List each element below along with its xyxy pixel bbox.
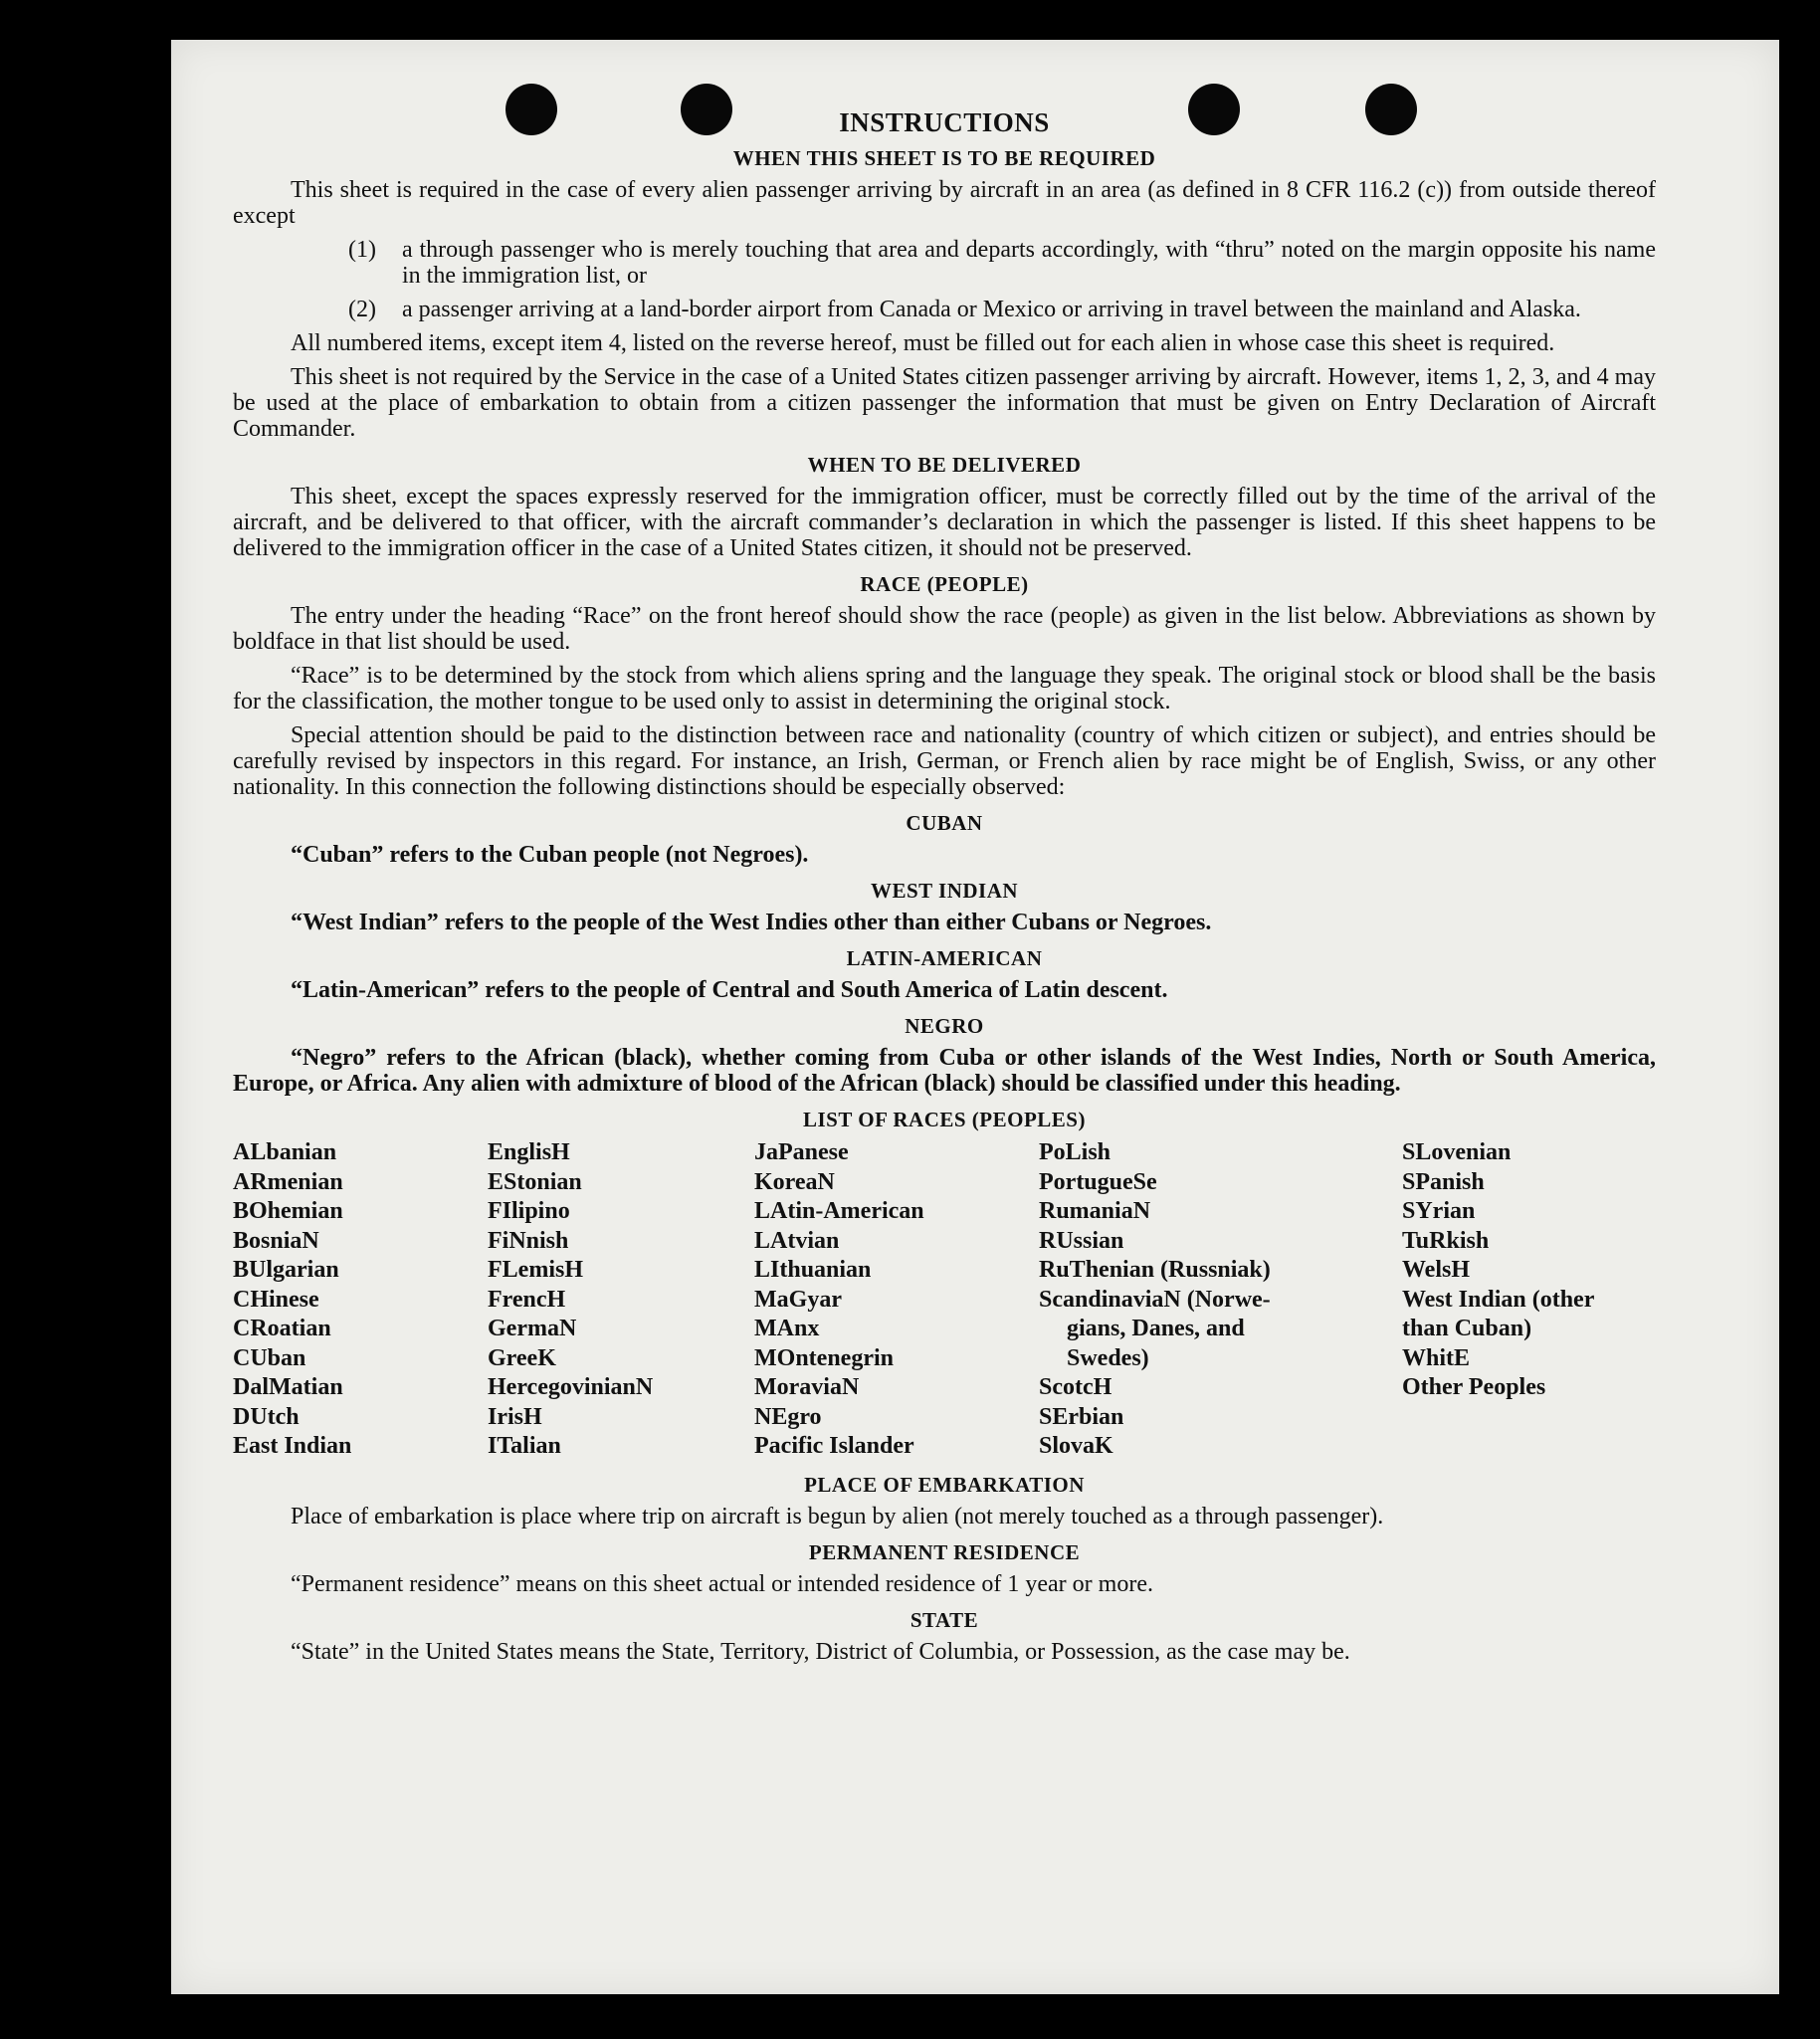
race-entry: MaGyar	[754, 1286, 842, 1313]
race-entry: MAnx	[754, 1316, 820, 1341]
negro-definition: “Negro” refers to the African (black), whether coming from Cuba or other islands of the West Indies, North or South America, Europe, or Africa. Any alien with admixture of blood of the African (black) should be classified under this heading.	[233, 1045, 1656, 1097]
section-heading-required: WHEN THIS SHEET IS TO BE REQUIRED	[732, 146, 1156, 170]
race-entry: CHinese	[233, 1286, 319, 1313]
race-entry: EnglisH	[488, 1139, 570, 1165]
exception-number: (1)	[348, 237, 376, 263]
race-entry: ScotcH	[1039, 1374, 1112, 1400]
section-heading-negro: NEGRO	[905, 1014, 984, 1038]
section-heading-delivered: WHEN TO BE DELIVERED	[807, 453, 1082, 477]
west-indian-definition: “West Indian” refers to the people of the West Indies other than either Cubans or Negroes.	[291, 910, 1212, 935]
section-heading-state: STATE	[910, 1607, 979, 1632]
race-entry: TuRkish	[1402, 1227, 1490, 1254]
exception-item	[348, 237, 1656, 289]
race-entry: RuThenian (Russniak)	[1039, 1257, 1271, 1283]
required-para-3: This sheet is not required by the Service in the case of a United States citizen passenger arriving by aircraft. However, items 1, 2, 3, and 4 may be used at the place of embarkation to obtain from a citizen passenger the information that must be given on Entry Declaration of Aircraft Commander.	[233, 364, 1656, 442]
race-entry: MoraviaN	[754, 1374, 860, 1400]
race-list	[233, 1138, 1656, 1462]
race-entry: GreeK	[488, 1344, 556, 1371]
race-entry: ARmenian	[233, 1168, 343, 1195]
race-entry: LAtvian	[754, 1227, 840, 1254]
race-entry: RumaniaN	[1039, 1198, 1151, 1224]
race-entry: SLovenian	[1402, 1139, 1512, 1165]
section-heading-race: RACE (PEOPLE)	[860, 572, 1029, 596]
race-entry: SYrian	[1402, 1198, 1476, 1224]
race-entry: HercegovinianN	[488, 1374, 654, 1400]
latin-american-definition: “Latin-American” refers to the people of Central and South America of Latin descent.	[291, 977, 1168, 1003]
embarkation-text: Place of embarkation is place where trip on aircraft is begun by alien (not merely touched as a through passenger).	[291, 1503, 1384, 1529]
section-heading-embarkation: PLACE OF EMBARKATION	[804, 1472, 1085, 1497]
race-entry: gians, Danes, and	[1067, 1316, 1245, 1341]
race-column	[1039, 1138, 1402, 1462]
race-entry: FIlipino	[488, 1198, 570, 1224]
race-entry: PoLish	[1039, 1139, 1112, 1165]
state-text: “State” in the United States means the State, Territory, District of Columbia, or Possession, as the case may be.	[291, 1638, 1350, 1665]
race-entry: PortugueSe	[1039, 1168, 1157, 1195]
race-entry: DUtch	[233, 1403, 300, 1430]
required-para-2: All numbered items, except item 4, listed on the reverse hereof, must be filled out for each alien in whose case this sheet is required.	[291, 330, 1555, 356]
race-entry: MOntenegrin	[754, 1344, 894, 1371]
race-entry: FLemisH	[488, 1257, 583, 1283]
race-entry: EStonian	[488, 1168, 582, 1195]
page-title: INSTRUCTIONS	[839, 107, 1050, 137]
race-entry: ScandinaviaN (Norwe-	[1039, 1286, 1271, 1313]
delivered-text: This sheet, except the spaces expressly reserved for the immigration officer, must be correctly filled out by the time of the arrival of the aircraft, and be delivered to that officer, with the aircraft commander’s declaration in which the passenger is listed. If this sheet happens to be delivered to the immigration officer in the case of a United States citizen, it should not be preserved.	[233, 484, 1656, 561]
race-column	[233, 1138, 488, 1462]
race-entry: WelsH	[1402, 1257, 1471, 1283]
race-entry: IrisH	[488, 1403, 542, 1430]
race-entry: Swedes)	[1067, 1344, 1149, 1371]
required-intro: This sheet is required in the case of every alien passenger arriving by aircraft in an area (as defined in 8 CFR 116.2 (c)) from outside thereof except	[233, 177, 1656, 229]
exception-text: a through passenger who is merely touching that area and departs accordingly, with “thru” noted on the margin opposite his name in the immigration list, or	[402, 237, 1656, 289]
race-entry: West Indian (other	[1402, 1286, 1595, 1313]
race-column	[488, 1138, 754, 1462]
race-entry: KoreaN	[754, 1168, 835, 1195]
race-entry: WhitE	[1402, 1344, 1471, 1371]
race-entry: SErbian	[1039, 1403, 1124, 1430]
race-entry: DalMatian	[233, 1374, 343, 1400]
race-entry: East Indian	[233, 1433, 352, 1459]
race-entry: than Cuban)	[1402, 1316, 1532, 1341]
race-entry: CUban	[233, 1344, 306, 1371]
instructions-text	[233, 109, 1656, 1673]
race-para-3: Special attention should be paid to the distinction between race and nationality (country of which citizen or subject), and entries should be carefully revised by inspectors in this regard. For instance, an Irish, German, or French alien by race might be of English, Swiss, or any other nationality. In this connection the following distinctions should be especially observed:	[233, 722, 1656, 800]
race-entry: LAtin-American	[754, 1198, 924, 1224]
residence-text: “Permanent residence” means on this sheet actual or intended residence of 1 year or more.	[291, 1570, 1153, 1597]
race-entry: CRoatian	[233, 1316, 331, 1341]
race-entry: BOhemian	[233, 1198, 343, 1224]
section-heading-latin-american: LATIN-AMERICAN	[846, 946, 1043, 970]
race-entry: ALbanian	[233, 1139, 337, 1165]
race-entry: BUlgarian	[233, 1257, 339, 1283]
race-column	[754, 1138, 1039, 1462]
race-entry: FiNnish	[488, 1227, 569, 1254]
race-entry: JaPanese	[754, 1139, 849, 1165]
section-heading-race-list: LIST OF RACES (PEOPLES)	[803, 1108, 1086, 1131]
document-sheet	[171, 40, 1779, 1994]
section-heading-residence: PERMANENT RESIDENCE	[808, 1539, 1081, 1564]
race-entry: SPanish	[1402, 1168, 1485, 1195]
race-entry: Pacific Islander	[754, 1433, 914, 1459]
race-column	[1402, 1138, 1656, 1462]
race-para-1: The entry under the heading “Race” on the front hereof should show the race (people) as given in the list below. Abbreviations as shown by boldface in that list should be used.	[233, 603, 1656, 655]
cuban-definition: “Cuban” refers to the Cuban people (not Negroes).	[291, 842, 809, 868]
exception-text: a passenger arriving at a land-border airport from Canada or Mexico or arriving in travel between the mainland and Alaska.	[402, 297, 1581, 322]
race-entry: BosniaN	[233, 1227, 319, 1254]
exception-item	[348, 297, 1656, 322]
race-entry: RUssian	[1039, 1227, 1124, 1254]
race-entry: Other Peoples	[1402, 1374, 1546, 1400]
section-heading-cuban: CUBAN	[906, 811, 983, 835]
race-entry: LIthuanian	[754, 1257, 872, 1283]
exception-number: (2)	[348, 297, 376, 322]
race-entry: ITalian	[488, 1433, 561, 1459]
race-entry: SlovaK	[1039, 1433, 1113, 1459]
race-para-2: “Race” is to be determined by the stock from which aliens spring and the language they speak. The original stock or blood shall be the basis for the classification, the mother tongue to be used only to assist in determining the original stock.	[233, 663, 1656, 714]
race-entry: GermaN	[488, 1316, 577, 1341]
race-entry: FrencH	[488, 1286, 566, 1313]
race-entry: NEgro	[754, 1403, 822, 1430]
section-heading-west-indian: WEST INDIAN	[870, 879, 1019, 903]
